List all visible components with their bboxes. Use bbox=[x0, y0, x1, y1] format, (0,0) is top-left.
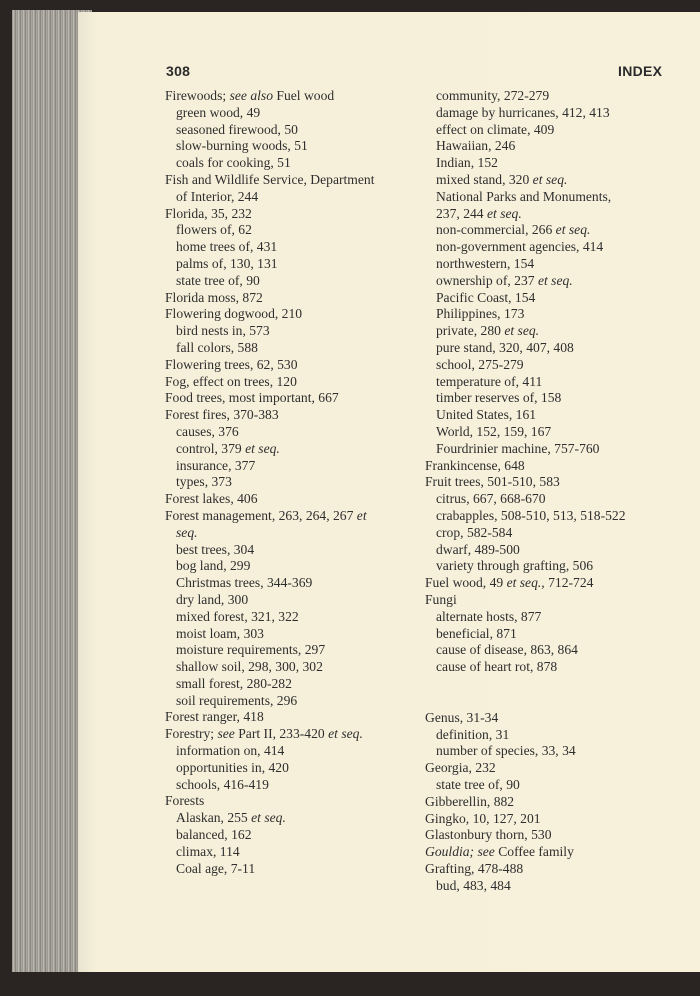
index-text: definition, 31 bbox=[436, 726, 510, 742]
index-subentry bbox=[165, 105, 374, 122]
index-text: moist loam, 303 bbox=[176, 625, 264, 641]
index-text: World, 152, 159, 167 bbox=[436, 423, 552, 439]
index-text: slow-burning woods, 51 bbox=[176, 138, 308, 154]
index-subentry bbox=[425, 609, 626, 626]
page-number: 308 bbox=[166, 63, 191, 79]
index-subentry bbox=[165, 256, 374, 273]
index-text-italic: et seq. bbox=[245, 440, 280, 456]
index-text: non-commercial, 266 bbox=[436, 222, 556, 238]
index-subentry bbox=[165, 693, 374, 710]
index-text: Florida moss, 872 bbox=[165, 289, 263, 305]
index-text: crabapples, 508-510, 513, 518-522 bbox=[436, 507, 626, 523]
index-text: flowers of, 62 bbox=[176, 222, 252, 238]
index-subentry bbox=[165, 273, 374, 290]
index-text: pure stand, 320, 407, 408 bbox=[436, 339, 574, 355]
index-text: Georgia, 232 bbox=[425, 760, 496, 776]
index-text: Hawaiian, 246 bbox=[436, 138, 516, 154]
index-subentry bbox=[425, 206, 626, 223]
index-text: seasoned firewood, 50 bbox=[176, 121, 298, 137]
index-text: Gibberellin, 882 bbox=[425, 793, 515, 809]
index-subentry bbox=[425, 357, 626, 374]
index-entry bbox=[425, 592, 626, 609]
index-subentry bbox=[425, 542, 626, 559]
index-text: state tree of, 90 bbox=[436, 777, 520, 793]
index-text: Indian, 152 bbox=[436, 155, 498, 171]
index-text: of Interior, 244 bbox=[176, 188, 259, 204]
index-text-italic: et seq. bbox=[486, 205, 522, 221]
index-subentry bbox=[165, 777, 374, 794]
index-subentry bbox=[425, 340, 626, 357]
index-subentry bbox=[165, 239, 374, 256]
index-subentry bbox=[425, 491, 626, 508]
index-text: timber reserves of, 158 bbox=[436, 390, 562, 406]
index-subentry bbox=[165, 424, 374, 441]
index-text-italic: et seq., bbox=[506, 575, 545, 591]
index-subentry bbox=[425, 525, 626, 542]
index-entry bbox=[425, 575, 626, 592]
index-text: United States, 161 bbox=[436, 407, 537, 423]
index-subentry bbox=[165, 592, 374, 609]
index-text: mixed forest, 321, 322 bbox=[176, 608, 299, 624]
index-text: bog land, 299 bbox=[176, 558, 251, 574]
index-subentry bbox=[425, 172, 626, 189]
index-text: Forestry; bbox=[165, 726, 218, 742]
index-entry bbox=[165, 172, 374, 189]
index-subentry bbox=[425, 155, 626, 172]
index-text-italic: et seq. bbox=[251, 810, 286, 826]
index-text: number of species, 33, 34 bbox=[436, 743, 576, 759]
index-text: Flowering dogwood, 210 bbox=[165, 306, 303, 322]
index-entry bbox=[165, 709, 374, 726]
index-text-italic: et seq. bbox=[555, 222, 591, 238]
index-subentry bbox=[425, 138, 626, 155]
index-text: Fuel wood, 49 bbox=[425, 575, 507, 591]
index-text: non-government agencies, 414 bbox=[436, 239, 604, 255]
index-subentry bbox=[425, 222, 626, 239]
index-subentry bbox=[425, 374, 626, 391]
index-text: damage by hurricanes, 412, 413 bbox=[436, 104, 610, 120]
index-text: opportunities in, 420 bbox=[176, 759, 289, 775]
index-text: Fuel wood bbox=[273, 88, 335, 103]
index-text-italic: et seq. bbox=[537, 272, 573, 288]
index-text: moisture requirements, 297 bbox=[176, 642, 326, 658]
index-text-italic: see also bbox=[229, 88, 273, 103]
index-entry bbox=[425, 794, 626, 811]
index-subentry bbox=[165, 189, 374, 206]
index-text: community, 272-279 bbox=[436, 88, 550, 103]
index-subentry bbox=[165, 626, 374, 643]
index-text: dwarf, 489-500 bbox=[436, 541, 520, 557]
index-text-italic: et seq. bbox=[532, 171, 568, 187]
index-text: private, 280 bbox=[436, 323, 505, 339]
index-entry bbox=[165, 357, 374, 374]
index-text: Gingko, 10, 127, 201 bbox=[425, 810, 541, 826]
index-entry bbox=[165, 508, 374, 525]
index-text: crop, 582-584 bbox=[436, 524, 513, 540]
index-text: Fruit trees, 501-510, 583 bbox=[425, 474, 560, 490]
index-text: balanced, 162 bbox=[176, 827, 252, 843]
index-text: 712-724 bbox=[544, 575, 594, 591]
index-subentry bbox=[165, 861, 374, 878]
index-entry bbox=[165, 491, 374, 508]
index-subentry bbox=[425, 777, 626, 794]
index-text: school, 275-279 bbox=[436, 356, 524, 372]
index-entry bbox=[425, 760, 626, 777]
index-subentry bbox=[165, 138, 374, 155]
index-text: soil requirements, 296 bbox=[176, 692, 298, 708]
index-entry bbox=[165, 726, 374, 743]
index-subentry bbox=[425, 508, 626, 525]
index-text: dry land, 300 bbox=[176, 591, 249, 607]
index-text: Firewoods; bbox=[165, 88, 230, 103]
index-subentry bbox=[165, 122, 374, 139]
index-text: Glastonbury thorn, 530 bbox=[425, 827, 552, 843]
index-subentry bbox=[165, 542, 374, 559]
index-text: Fourdrinier machine, 757-760 bbox=[436, 440, 600, 456]
index-entry bbox=[165, 306, 374, 323]
index-subentry bbox=[165, 659, 374, 676]
index-entry bbox=[425, 844, 626, 861]
index-subentry bbox=[425, 290, 626, 307]
index-subentry bbox=[165, 760, 374, 777]
index-subentry bbox=[425, 558, 626, 575]
index-text: Alaskan, 255 bbox=[176, 810, 252, 826]
index-text: home trees of, 431 bbox=[176, 239, 278, 255]
index-entry bbox=[165, 290, 374, 307]
index-subentry bbox=[425, 424, 626, 441]
index-text: best trees, 304 bbox=[176, 541, 255, 557]
index-text: state tree of, 90 bbox=[176, 272, 260, 288]
index-entry bbox=[425, 811, 626, 828]
index-text: Coffee family bbox=[494, 844, 574, 860]
index-text: beneficial, 871 bbox=[436, 625, 517, 641]
index-subentry bbox=[425, 239, 626, 256]
index-text: insurance, 377 bbox=[176, 457, 256, 473]
index-text: alternate hosts, 877 bbox=[436, 608, 542, 624]
index-text: cause of disease, 863, 864 bbox=[436, 642, 578, 658]
index-text: Pacific Coast, 154 bbox=[436, 289, 536, 305]
index-subentry bbox=[165, 676, 374, 693]
index-text-italic: Gouldia; see bbox=[425, 844, 495, 860]
index-entry bbox=[425, 861, 626, 878]
index-subentry bbox=[425, 626, 626, 643]
index-subentry bbox=[165, 558, 374, 575]
index-text: Coal age, 7-11 bbox=[176, 860, 256, 876]
index-text-italic: see bbox=[217, 726, 235, 742]
index-text: green wood, 49 bbox=[176, 104, 261, 120]
index-text: Christmas trees, 344-369 bbox=[176, 575, 313, 591]
index-text: Forest lakes, 406 bbox=[165, 491, 258, 507]
index-subentry bbox=[425, 878, 626, 895]
index-text: Part II, 233-420 bbox=[234, 726, 329, 742]
index-text-italic: et bbox=[356, 507, 367, 523]
index-subentry bbox=[165, 642, 374, 659]
index-text: 237, 244 bbox=[436, 205, 487, 221]
index-text-italic: et seq. bbox=[328, 726, 363, 742]
index-text: Genus, 31-34 bbox=[425, 709, 499, 725]
index-text: types, 373 bbox=[176, 474, 232, 490]
index-subentry bbox=[425, 390, 626, 407]
index-subentry bbox=[165, 609, 374, 626]
index-subentry bbox=[165, 222, 374, 239]
index-entry bbox=[165, 793, 374, 810]
index-text: Forest fires, 370-383 bbox=[165, 407, 279, 423]
index-text: Forests bbox=[165, 793, 205, 809]
index-subentry bbox=[425, 407, 626, 424]
index-text: Flowering trees, 62, 530 bbox=[165, 356, 298, 372]
index-subentry bbox=[165, 525, 374, 542]
index-subentry bbox=[425, 659, 626, 676]
index-text: Fog, effect on trees, 120 bbox=[165, 373, 297, 389]
index-subentry bbox=[165, 155, 374, 172]
index-text: ownership of, 237 bbox=[436, 272, 538, 288]
index-subentry bbox=[425, 105, 626, 122]
index-text-italic: et seq. bbox=[504, 323, 540, 339]
index-entry bbox=[165, 88, 374, 105]
index-text: Forest ranger, 418 bbox=[165, 709, 264, 725]
index-text: climax, 114 bbox=[176, 843, 240, 859]
index-text: temperature of, 411 bbox=[436, 373, 543, 389]
index-text: coals for cooking, 51 bbox=[176, 155, 291, 171]
index-subentry bbox=[165, 844, 374, 861]
index-subentry bbox=[165, 340, 374, 357]
index-subentry bbox=[425, 88, 626, 105]
index-text: Forest management, 263, 264, 267 bbox=[165, 507, 357, 523]
index-text: Grafting, 478-488 bbox=[425, 861, 524, 877]
index-text: small forest, 280-282 bbox=[176, 675, 292, 691]
index-subentry bbox=[425, 441, 626, 458]
index-text: causes, 376 bbox=[176, 423, 239, 439]
index-entry bbox=[165, 374, 374, 391]
index-text: bird nests in, 573 bbox=[176, 323, 270, 339]
index-subentry bbox=[425, 122, 626, 139]
index-text: shallow soil, 298, 300, 302 bbox=[176, 659, 323, 675]
index-subentry bbox=[425, 273, 626, 290]
index-text: control, 379 bbox=[176, 440, 246, 456]
index-entry bbox=[165, 206, 374, 223]
index-subentry bbox=[425, 189, 626, 206]
index-subentry bbox=[425, 642, 626, 659]
index-text: effect on climate, 409 bbox=[436, 121, 555, 137]
index-subentry bbox=[165, 827, 374, 844]
index-text: cause of heart rot, 878 bbox=[436, 659, 558, 675]
index-text: variety through grafting, 506 bbox=[436, 558, 594, 574]
index-subentry bbox=[165, 575, 374, 592]
index-subentry bbox=[165, 323, 374, 340]
index-text: citrus, 667, 668-670 bbox=[436, 491, 546, 507]
index-text: fall colors, 588 bbox=[176, 339, 258, 355]
index-subentry bbox=[165, 743, 374, 760]
index-entry bbox=[165, 407, 374, 424]
index-spacer bbox=[425, 676, 626, 693]
index-subentry bbox=[165, 458, 374, 475]
index-text: information on, 414 bbox=[176, 743, 285, 759]
index-entry bbox=[425, 474, 626, 491]
index-text: Food trees, most important, 667 bbox=[165, 390, 339, 406]
section-title: INDEX bbox=[618, 63, 663, 79]
index-column-left bbox=[165, 88, 374, 877]
index-column-right bbox=[425, 88, 626, 895]
index-entry bbox=[165, 390, 374, 407]
index-text: Fish and Wildlife Service, Department bbox=[165, 171, 375, 187]
index-text: Philippines, 173 bbox=[436, 306, 525, 322]
index-subentry bbox=[165, 474, 374, 491]
index-text: bud, 483, 484 bbox=[436, 877, 511, 893]
index-text-italic: seq. bbox=[176, 524, 198, 540]
index-subentry bbox=[425, 323, 626, 340]
index-subentry bbox=[165, 810, 374, 827]
index-text: mixed stand, 320 bbox=[436, 171, 533, 187]
index-subentry bbox=[165, 441, 374, 458]
index-text: northwestern, 154 bbox=[436, 255, 535, 271]
index-entry bbox=[425, 458, 626, 475]
index-text: Fungi bbox=[425, 591, 457, 607]
index-entry bbox=[425, 710, 626, 727]
index-text: schools, 416-419 bbox=[176, 776, 269, 792]
index-spacer bbox=[425, 693, 626, 710]
index-text: Florida, 35, 232 bbox=[165, 205, 252, 221]
index-text: palms of, 130, 131 bbox=[176, 255, 278, 271]
index-subentry bbox=[425, 727, 626, 744]
index-subentry bbox=[425, 743, 626, 760]
index-subentry bbox=[425, 306, 626, 323]
index-subentry bbox=[425, 256, 626, 273]
index-entry bbox=[425, 827, 626, 844]
index-text: Frankincense, 648 bbox=[425, 457, 525, 473]
index-text: National Parks and Monuments, bbox=[436, 188, 612, 204]
